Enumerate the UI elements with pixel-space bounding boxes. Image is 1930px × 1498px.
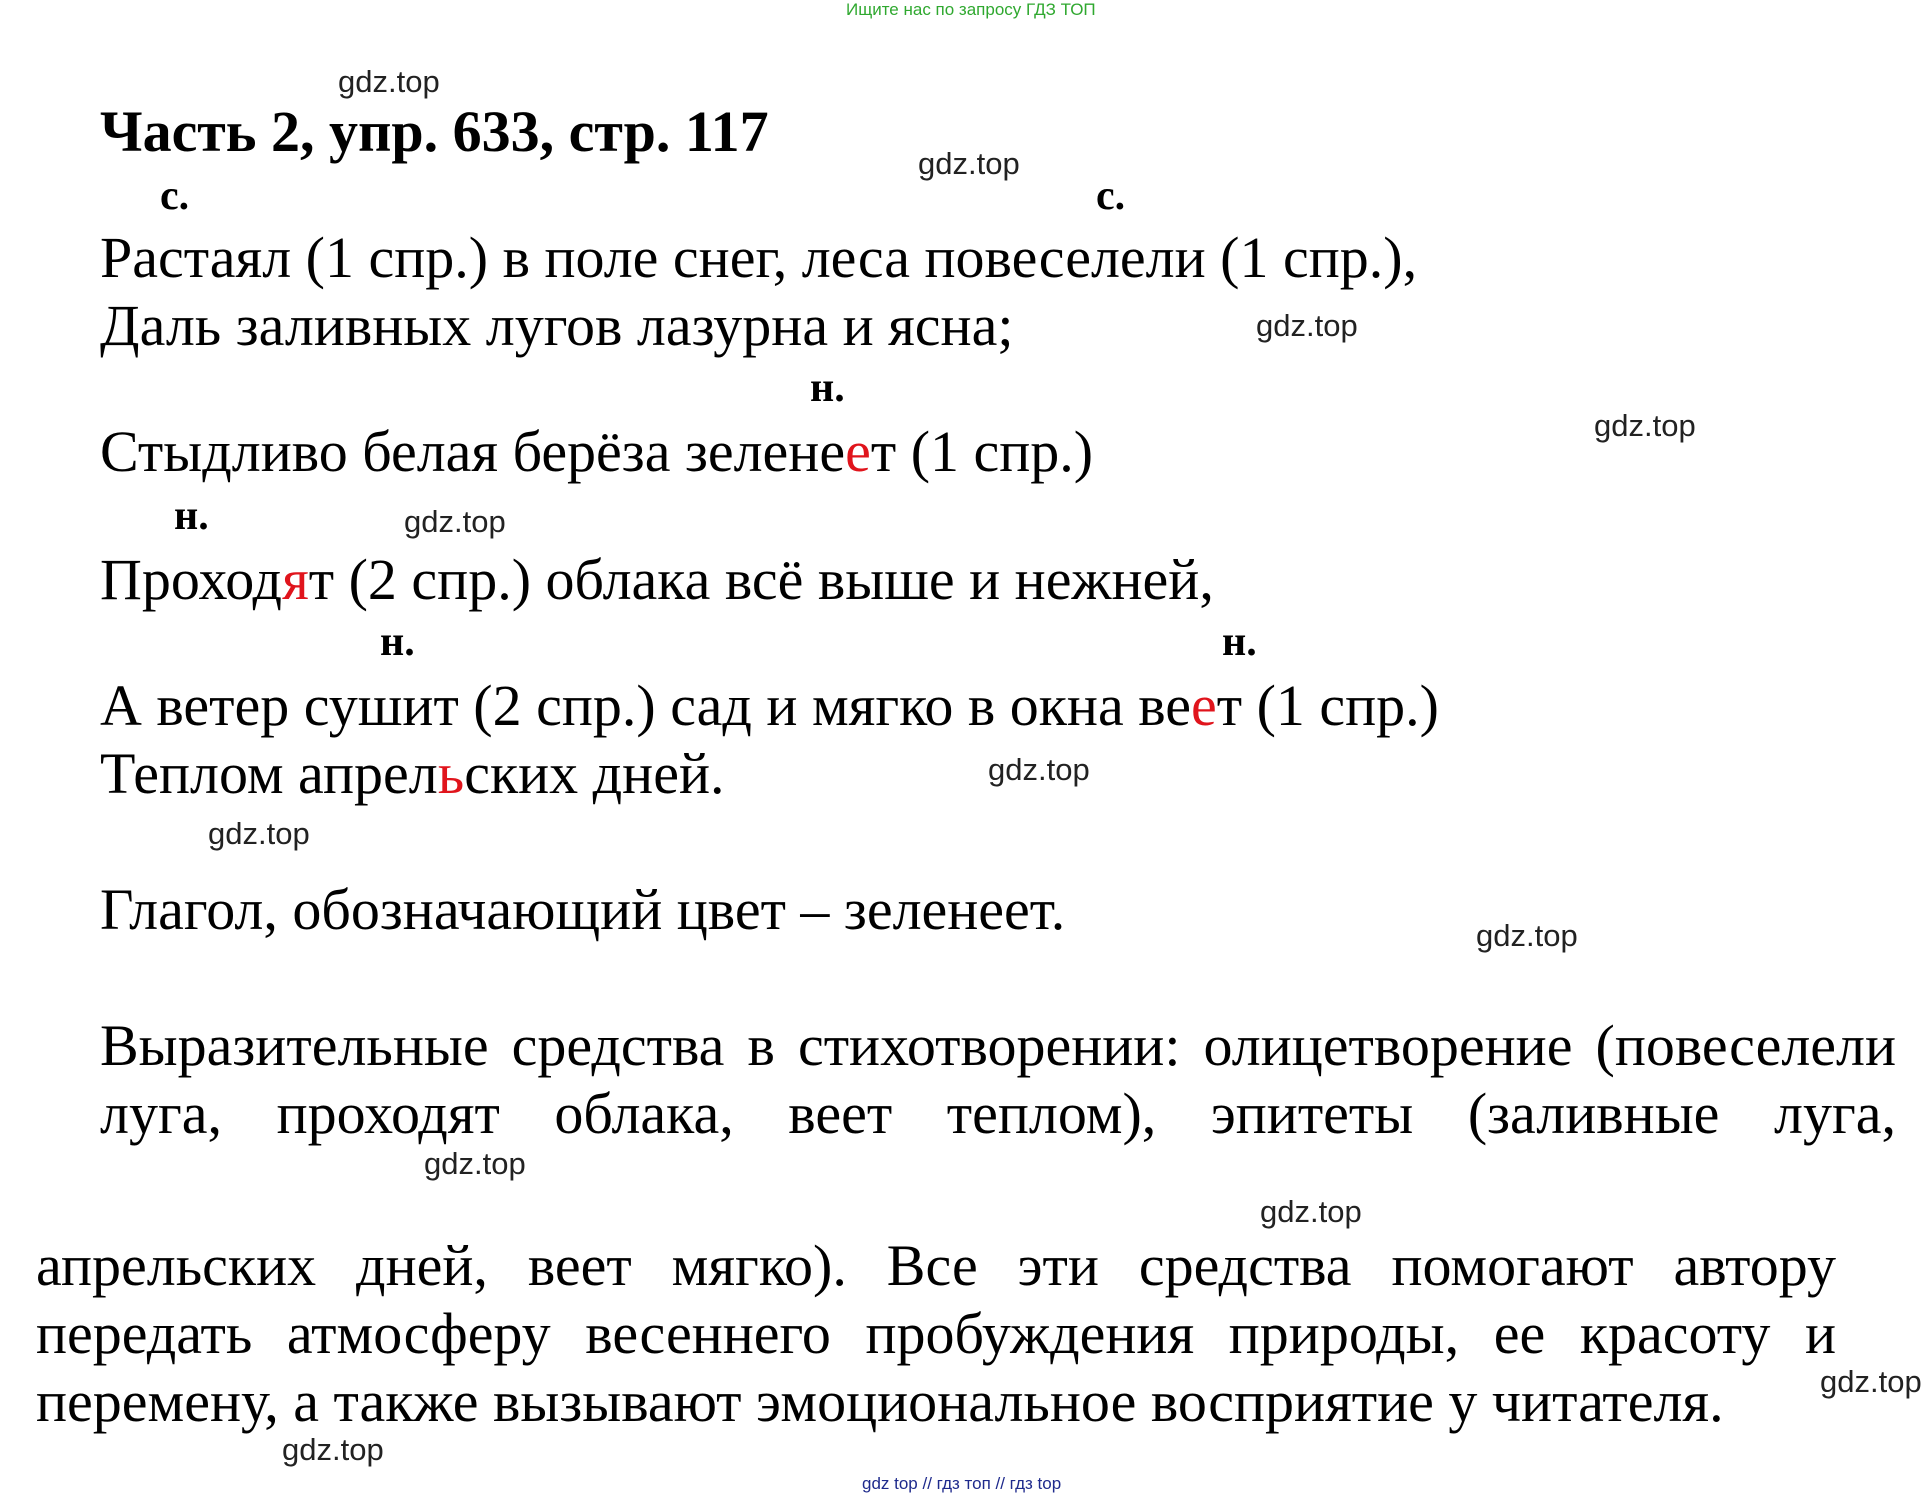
watermark: gdz.top: [1820, 1364, 1922, 1399]
page-title: Часть 2, упр. 633, стр. 117: [100, 99, 769, 164]
watermark: gdz.top: [918, 146, 1020, 181]
footer-text: gdz top // гдз топ // гдз top: [862, 1474, 1062, 1493]
poem-line-1: Растаял (1 спр.) в поле снег, леса повеселели (1 спр.),: [100, 225, 1418, 290]
watermark: gdz.top: [1476, 918, 1578, 953]
poem-line-6: Теплом апрельских дней.: [100, 741, 725, 806]
poem-line-3: Стыдливо белая берёза зеленеет (1 спр.): [100, 419, 1094, 484]
poem-line-4: Проходят (2 спр.) облака всё выше и нежней,: [100, 547, 1214, 612]
highlighted-letter: е: [1190, 673, 1217, 738]
stress-mark: с.: [1096, 173, 1126, 219]
watermark: gdz.top: [208, 816, 310, 851]
highlighted-letter: е: [845, 419, 871, 484]
analysis-paragraph-2: апрельских дней, веет мягко). Все эти средства помогают автору передать атмосферу весеннего пробуждения природы, ее красоту и перемену, а также вызывают эмоциональное восприятие у читателя.: [36, 1233, 1836, 1434]
watermark: gdz.top: [404, 504, 506, 539]
watermark: gdz.top: [988, 752, 1090, 787]
stress-mark: н.: [174, 493, 209, 539]
watermark: gdz.top: [1260, 1194, 1362, 1229]
watermark: gdz.top: [1594, 408, 1696, 443]
stress-mark: с.: [160, 173, 190, 219]
watermark: gdz.top: [282, 1432, 384, 1467]
analysis-paragraph-1: Выразительные средства в стихотворении: олицетворение (повеселели луга, проходят облака, веет теплом), эпитеты (заливные луга,: [100, 1013, 1896, 1146]
highlighted-letter: я: [282, 547, 309, 612]
poem-line-2: Даль заливных лугов лазурна и ясна;: [100, 293, 1014, 358]
stress-mark: н.: [380, 619, 415, 665]
highlighted-letter: ь: [437, 741, 465, 806]
color-verb-note: Глагол, обозначающий цвет – зеленеет.: [100, 877, 1066, 942]
watermark: gdz.top: [424, 1146, 526, 1181]
poem-line-5: А ветер сушит (2 спр.) сад и мягко в окна веет (1 спр.): [100, 673, 1439, 738]
stress-mark: н.: [1222, 619, 1257, 665]
stress-mark: н.: [810, 365, 845, 411]
top-banner: Ищите нас по запросу ГДЗ ТОП: [846, 0, 1096, 19]
watermark: gdz.top: [1256, 308, 1358, 343]
watermark: gdz.top: [338, 64, 440, 99]
